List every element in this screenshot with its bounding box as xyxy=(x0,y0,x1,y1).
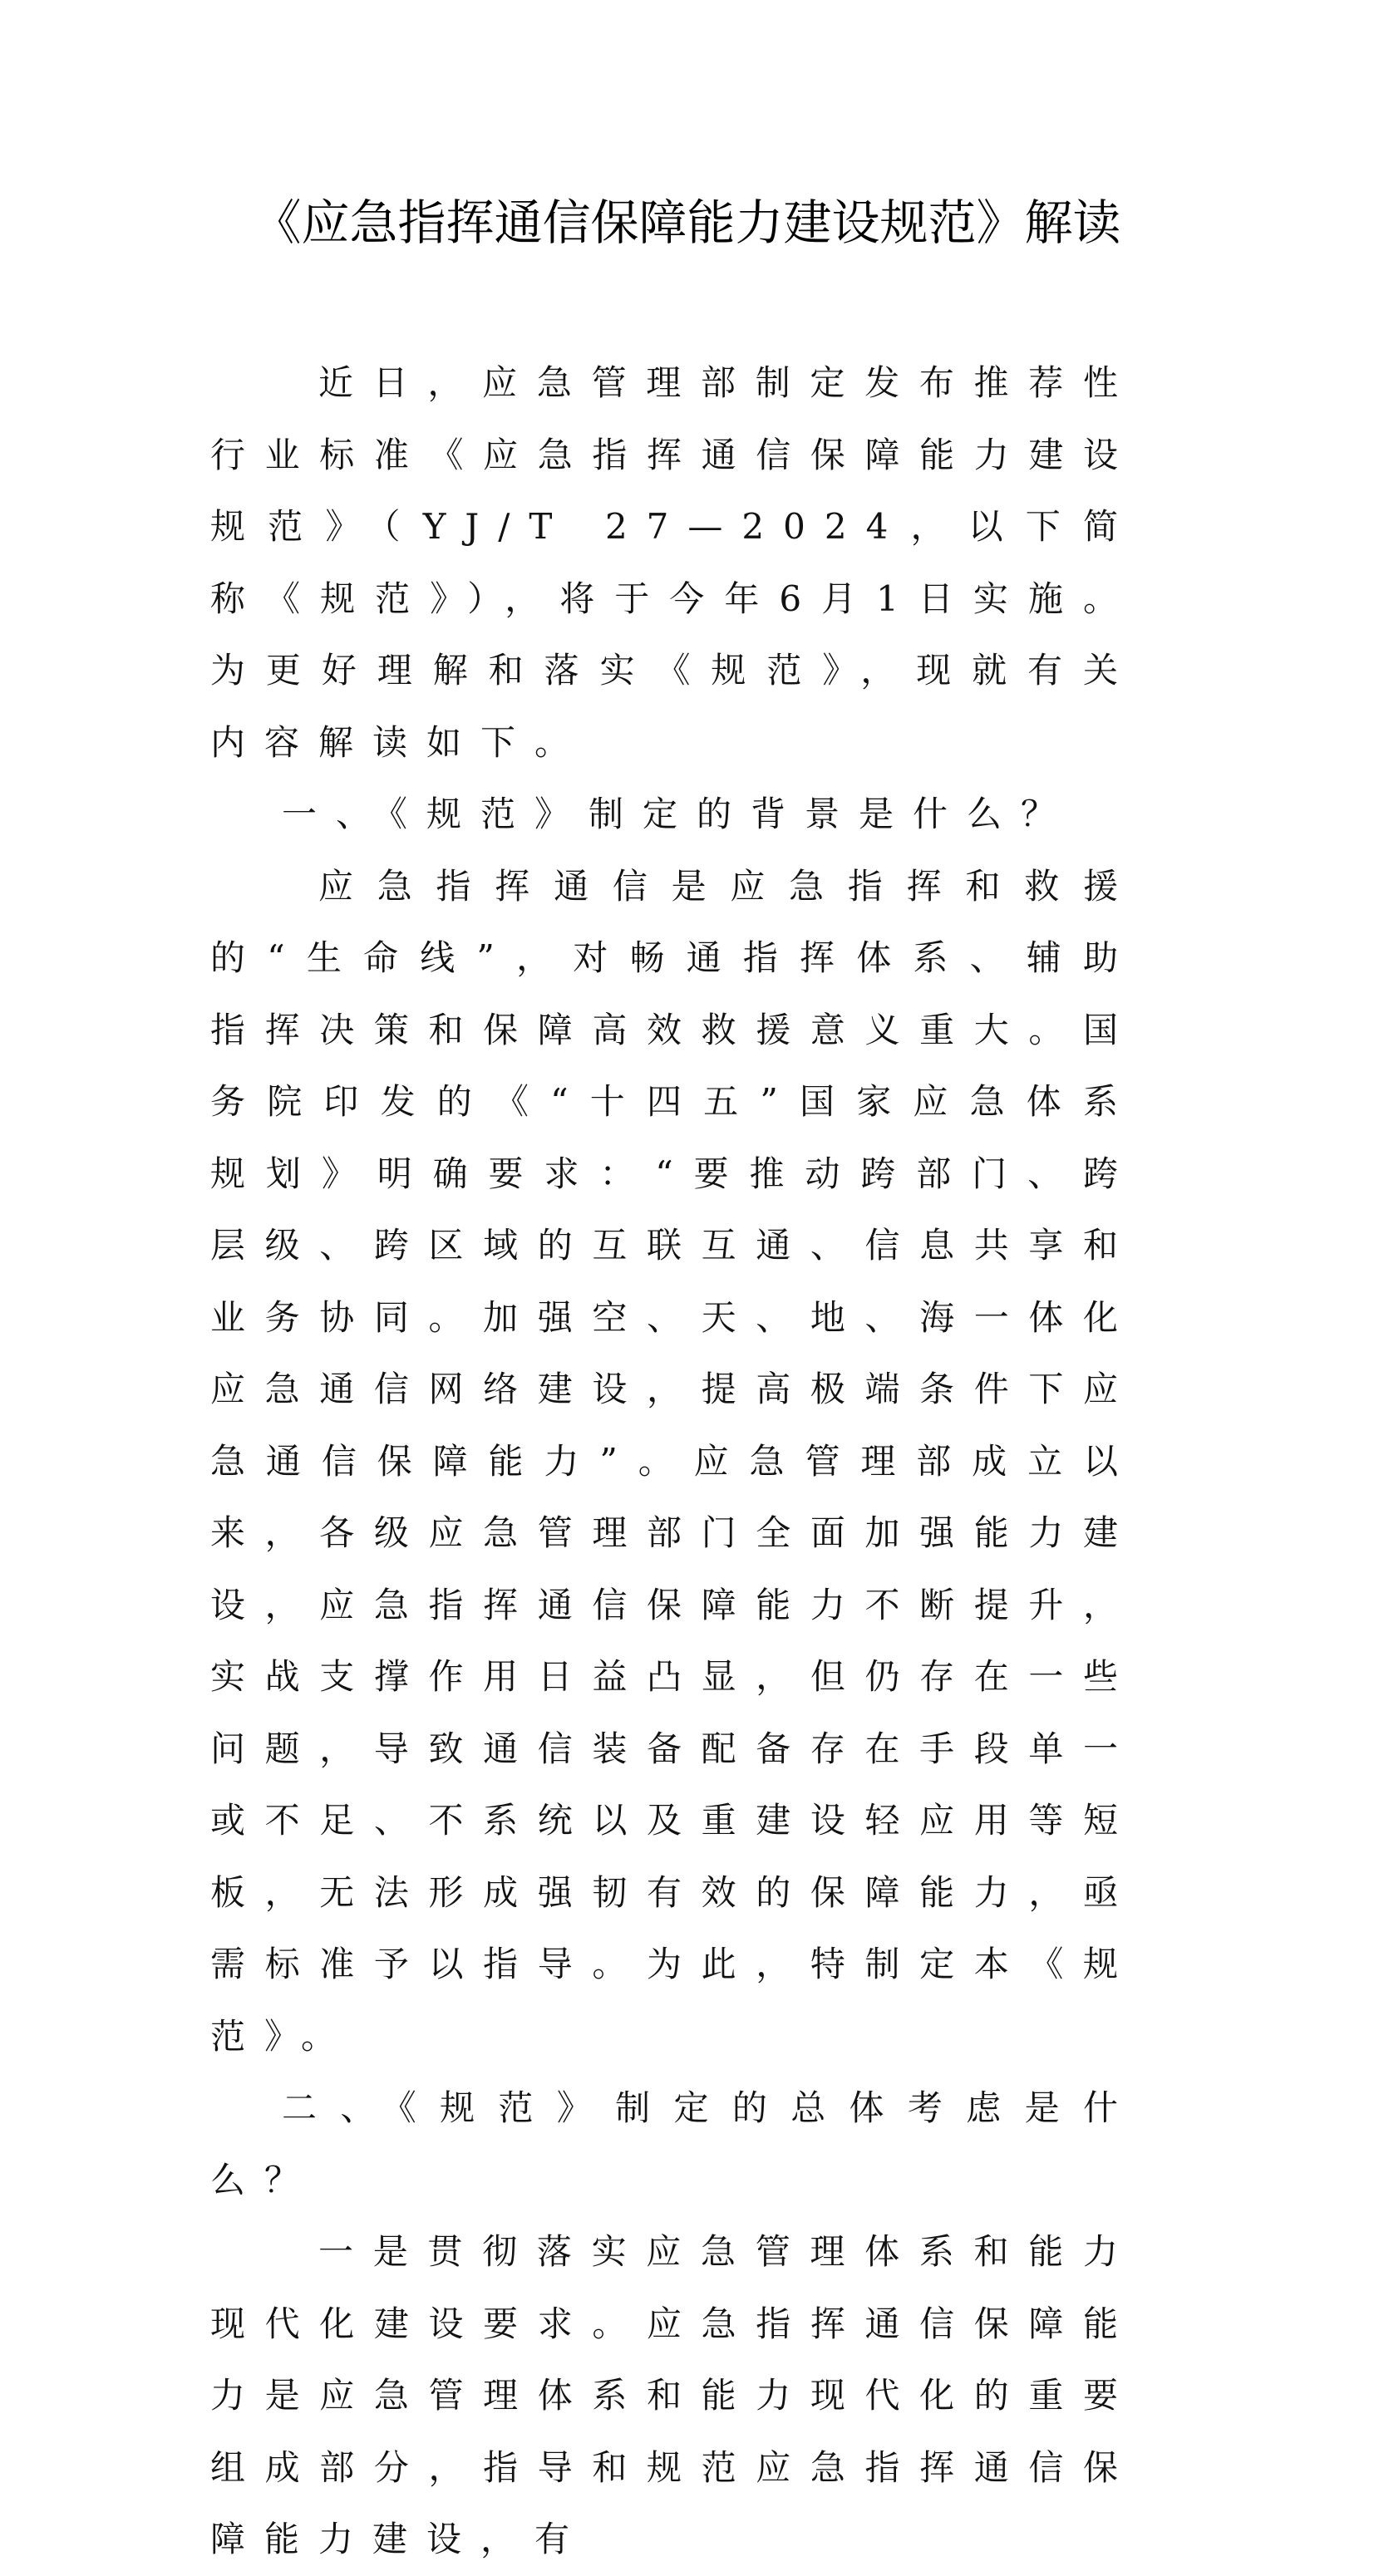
document-body xyxy=(210,347,1137,2576)
document-title: 《应急指挥通信保障能力建设规范》解读 xyxy=(253,194,1121,251)
section-heading-2: 二、《规范》制定的总体考虑是什么？ xyxy=(210,2087,1137,2200)
background-paragraph: 应急指挥通信是应急指挥和救援的“生命线”，对畅通指挥体系、辅助指挥决策和保障高效救援意义重大。国务院印发的《“十四五”国家应急体系规划》明确要求：“要推动跨部门、跨层级、跨区域的互联互通、信息共享和业务协同。加强空、天、地、海一体化应急通信网络建设，提高极端条件下应急通信保障能力”。应急管理部成立以来，各级应急管理部门全面加强能力建设，应急指挥通信保障能力不断提升，实战支撑作用日益凸显，但仍存在一些问题，导致通信装备配备存在手段单一或不足、不系统以及重建设轻应用等短板，无法形成强韧有效的保障能力，亟需标准予以指导。为此，特制定本《规范》。 xyxy=(210,865,1137,2057)
intro-paragraph: 近日，应急管理部制定发布推荐性行业标准《应急指挥通信保障能力建设规范》（YJ/T 27—2024，以下简称《规范》），将于今年6月1日实施。为更好理解和落实《规范》，现就有关内容解读如下。 xyxy=(210,362,1137,763)
section-heading-1: 一、《规范》制定的背景是什么？ xyxy=(282,794,1076,834)
considerations-paragraph: 一是贯彻落实应急管理体系和能力现代化建设要求。应急指挥通信保障能力是应急管理体系和能力现代化的重要组成部分，指导和规范应急指挥通信保障能力建设，有 xyxy=(210,2231,1137,2559)
